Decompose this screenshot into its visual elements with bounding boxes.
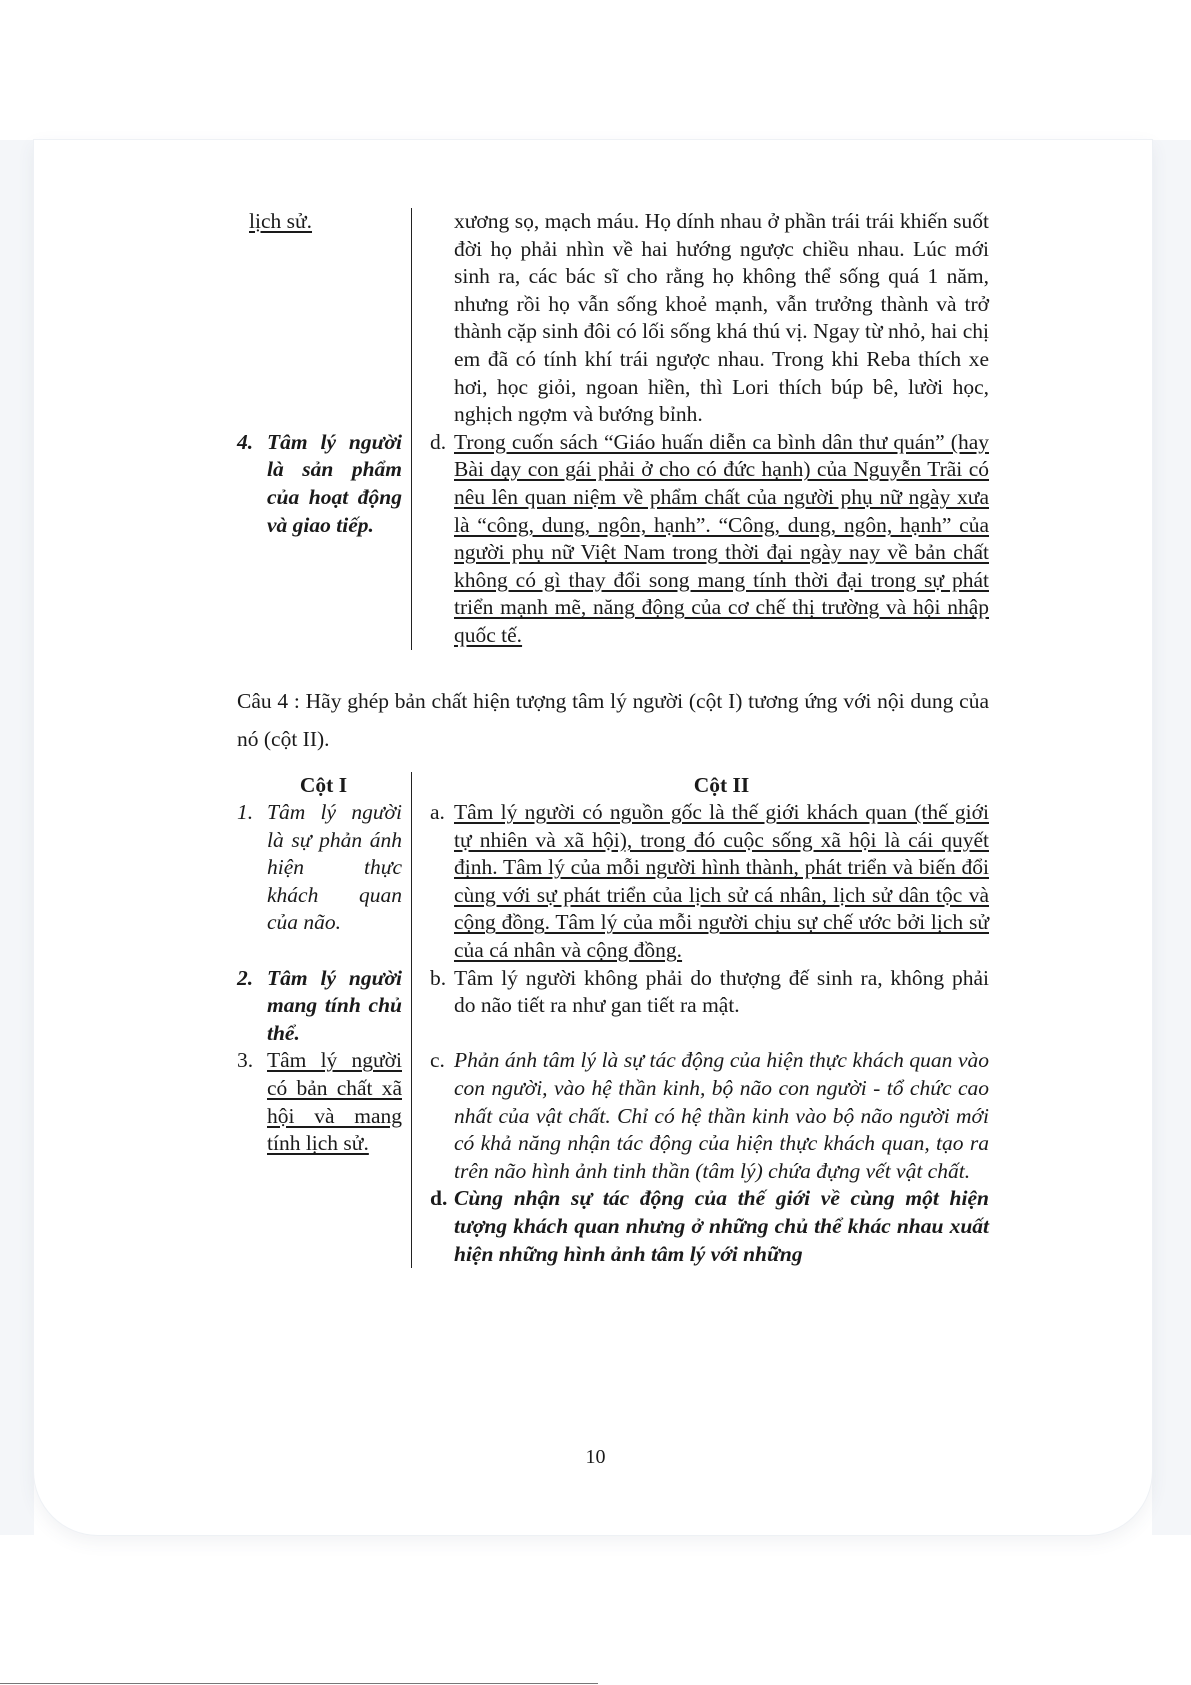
table2-row4-left [237, 1185, 410, 1268]
table2-row2-number: 2. [237, 965, 254, 990]
table2-row3-left-text: Tâm lý người có bản chất xã hội và mang tính lịch sử. [267, 1048, 402, 1156]
table2-row4-letter: d. [430, 1186, 448, 1211]
table1-row4-left-text: Tâm lý người là sản phẩm của hoạt động và giao tiếp. [267, 429, 402, 537]
table1-left-text-top: lịch sử. [249, 209, 313, 233]
table1-left-cell-row4 [237, 429, 410, 650]
table2-divider-row2 [411, 965, 428, 1048]
page-margin-right [1152, 140, 1191, 1535]
question-4: Câu 4 : Hãy ghép bản chất hiện tượng tâm lý người (cột I) tương ứng với nội dung của nó (cột II). [237, 688, 989, 751]
matching-table-continued [237, 208, 989, 650]
table2-row1-left-text: Tâm lý người là sự phản ánh hiện thực khách quan của não. [267, 800, 402, 935]
table2-row3-letter: c. [430, 1048, 445, 1073]
table2-row3-left [237, 1047, 410, 1185]
footnote-rule [0, 1683, 598, 1684]
table2-row2-right-text: Tâm lý người không phải do thượng đế sinh ra, không phải do não tiết ra như gan tiết ra mật. [454, 965, 989, 1018]
table1-left-cell-top [237, 208, 410, 429]
table1-divider-row4 [411, 429, 428, 650]
table2-row1-right-text: Tâm lý người có nguồn gốc là thế giới khách quan (thế giới tự nhiên và xã hội), trong đó cuộc sống xã hội là cái quyết định. Tâm lý của mỗi người hình thành, phát triển và biến đổi cùng với sự phát triển của lịch sử cá nhân, lịch sử dân tộc và cộng đồng. Tâm lý của mỗi người chịu sự chế ước bởi lịch sử của cá nhân và cộng đồng. [454, 800, 989, 963]
table2-row1-letter: a. [430, 800, 445, 825]
table2-divider-head [411, 772, 428, 800]
document-body [237, 208, 989, 1268]
table2-divider-row4 [411, 1185, 428, 1268]
table2-row3-number: 3. [237, 1048, 254, 1073]
table2-row2-letter: b. [430, 965, 447, 990]
table1-right-cell-top: xương sọ, mạch máu. Họ dính nhau ở phần trái trái khiến suốt đời họ phải nhìn về hai hướng ngược chiều nhau. Lúc mới sinh ra, các bác sĩ cho rằng họ không thể sống quá 1 năm, nhưng rồi họ vẫn sống khoẻ mạnh, vẫn trưởng thành và trở thành cặp sinh đôi có lối sống khá thú vị. Ngay từ nhỏ, hai chị em đã có tính khí trái ngược nhau. Trong khi Reba thích xe hơi, học giỏi, ngoan hiền, thì Lori thích búp bê, lười học, nghịch ngợm và bướng bỉnh. [454, 209, 989, 427]
table2-row4-right-text: Cùng nhận sự tác động của thế giới về cùng một hiện tượng khách quan nhưng ở những chủ thể khác nhau xuất hiện những hình ảnh tâm lý với những [454, 1186, 989, 1266]
table1-letter-empty [428, 208, 454, 429]
page-margin-left [0, 140, 34, 1535]
table1-row4-right-text: Trong cuốn sách “Giáo huấn diễn ca bình dân thư quán” (hay Bài dạy con gái phải ở cho có đức hạnh) của Nguyễn Trãi có nêu lên quan niệm về phẩm chất của người phụ nữ ngày xưa là “công, dung, ngôn, hạnh”. “Công, dung, ngôn, hạnh” của người phụ nữ Việt Nam trong thời đại ngày nay về bản chất không có gì thay đổi song mang tính thời đại trong sự phát triển mạnh mẽ, năng động của cơ chế thị trường và hội nhập quốc tế. [454, 429, 989, 647]
table2-divider-row1 [411, 799, 428, 965]
column-2-header: Cột II [693, 772, 750, 797]
table1-divider-top [411, 208, 428, 429]
table2-row3-right-text: Phản ánh tâm lý là sự tác động của hiện thực khách quan vào con người, vào hệ thần kinh, bộ não con người - tổ chức cao nhất của vật chất. Chỉ có hệ thần kinh vào bộ não người mới có khả năng nhận tác động của hiện thực khách quan, tạo ra trên não hình ảnh tinh thần (tâm lý) chứa đựng vết vật chất. [454, 1048, 989, 1183]
table2-divider-row3 [411, 1047, 428, 1185]
table1-row4-letter: d. [430, 429, 447, 454]
table2-row2-left-text: Tâm lý người mang tính chủ thể. [267, 965, 402, 1045]
table1-row4-number: 4. [237, 429, 254, 454]
page-number: 10 [585, 1446, 606, 1468]
table2-row2-left [237, 965, 410, 1048]
table2-row1-left [237, 799, 410, 965]
matching-table-question-4 [237, 772, 989, 1269]
column-1-header: Cột I [299, 772, 348, 797]
table2-row1-number: 1. [237, 800, 254, 825]
